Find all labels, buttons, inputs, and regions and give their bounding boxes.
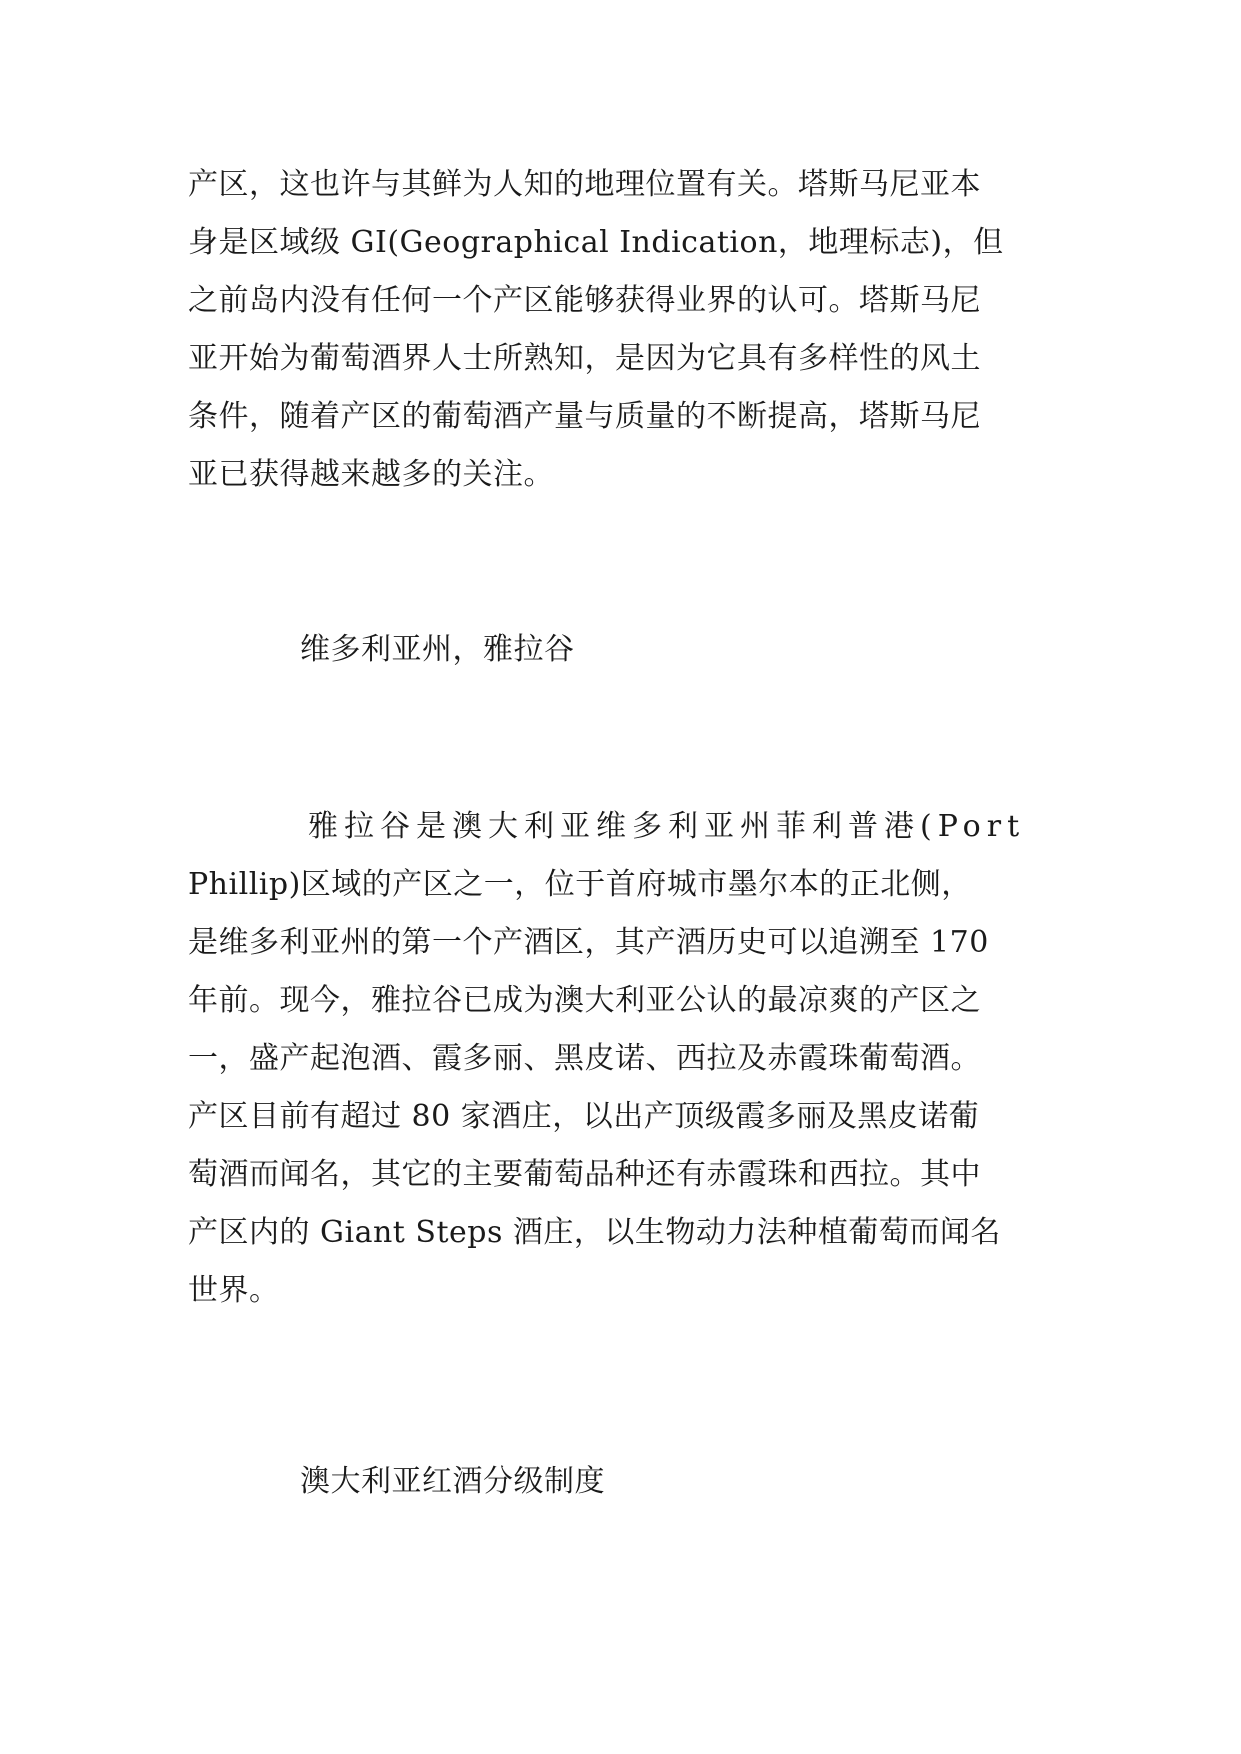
paragraph-line: 身是区域级 GI(Geographical Indication，地理标志)，但 [188, 225, 1004, 260]
paragraph-line: 雅拉谷是澳大利亚维多利亚州菲利普港(Port [308, 809, 1026, 844]
section-heading-wine-classification: 澳大利亚红酒分级制度 [300, 1464, 605, 1499]
paragraph-line: 亚开始为葡萄酒界人士所熟知，是因为它具有多样性的风土 [188, 341, 981, 376]
paragraph-line: 条件，随着产区的葡萄酒产量与质量的不断提高，塔斯马尼 [188, 399, 981, 434]
paragraph-line: 产区目前有超过 80 家酒庄，以出产顶级霞多丽及黑皮诺葡 [188, 1099, 980, 1134]
paragraph-line: 亚已获得越来越多的关注。 [188, 457, 554, 492]
paragraph-line: 萄酒而闻名，其它的主要葡萄品种还有赤霞珠和西拉。其中 [188, 1157, 981, 1192]
paragraph-line: Phillip)区域的产区之一，位于首府城市墨尔本的正北侧， [188, 867, 972, 902]
paragraph-line: 年前。现今，雅拉谷已成为澳大利亚公认的最凉爽的产区之 [188, 983, 981, 1018]
paragraph-line: 产区，这也许与其鲜为人知的地理位置有关。塔斯马尼亚本 [188, 167, 981, 202]
paragraph-line: 是维多利亚州的第一个产酒区，其产酒历史可以追溯至 170 [188, 925, 989, 960]
paragraph-line: 之前岛内没有任何一个产区能够获得业界的认可。塔斯马尼 [188, 283, 981, 318]
paragraph-line: 世界。 [188, 1273, 280, 1308]
paragraph-line: 一，盛产起泡酒、霞多丽、黑皮诺、西拉及赤霞珠葡萄酒。 [188, 1041, 981, 1076]
section-heading-yarra-valley: 维多利亚州，雅拉谷 [300, 632, 575, 667]
paragraph-yarra-valley [188, 798, 1048, 1320]
paragraph-line: 产区内的 Giant Steps 酒庄，以生物动力法种植葡萄而闻名 [188, 1215, 1001, 1250]
paragraph-tasmania [188, 156, 1048, 504]
